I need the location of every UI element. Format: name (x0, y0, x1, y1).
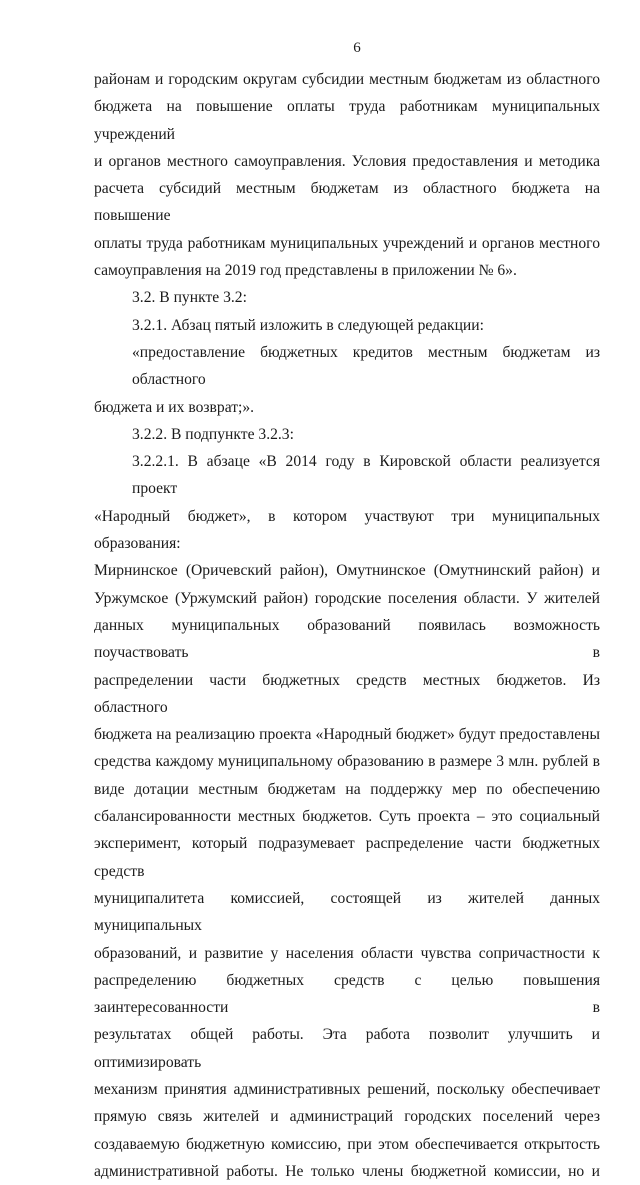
text-line: эксперимент, который подразумевает распределение части бюджетных средств (94, 835, 600, 880)
text-line: Уржумское (Уржумский район) городские поселения области. У жителей (94, 589, 600, 607)
paragraph-3-2-2: 3.2.2. В подпункте 3.2.3: (132, 425, 294, 443)
text-line: бюджета на повышение оплаты труда работникам муниципальных учреждений (94, 98, 600, 143)
text-line: муниципалитета комиссией, состоящей из жителей данных муниципальных (94, 889, 600, 935)
text-line: данных муниципальных образований появилась возможность поучаствовать в (94, 616, 600, 662)
text-line: административной работы. Не только члены бюджетной комиссии, но и (94, 1162, 600, 1180)
text-line: средства каждому муниципальному образованию в размере 3 млн. рублей в (94, 753, 600, 771)
text-line: бюджета и их возврат;». (94, 398, 255, 416)
text-line: самоуправления на 2019 год представлены в приложении № 6». (94, 262, 517, 280)
paragraph-subsidies (94, 66, 600, 284)
text-line: распределению бюджетных средств с целью повышения заинтересованности в (94, 971, 600, 1017)
text-line: районам и городским округам субсидии местным бюджетам из областного (94, 71, 600, 88)
text-line: расчета субсидий местным бюджетам из областного бюджета на повышение (94, 180, 600, 225)
text-line: образований, и развитие у населения области чувства сопричастности к (94, 944, 600, 962)
text-line: оплаты труда работникам муниципальных учреждений и органов местного (94, 234, 600, 252)
text-line: прямую связь жителей и администраций городских поселений через (94, 1108, 600, 1126)
text-line: Мирнинское (Оричевский район), Омутнинское (Омутнинский район) и (94, 562, 600, 580)
text-line: механизм принятия административных решений, поскольку обеспечивает (94, 1080, 600, 1098)
text-line: 3.2.2.1. В абзаце «В 2014 году в Кировской области реализуется проект (132, 453, 600, 498)
text-line: «предоставление бюджетных кредитов местным бюджетам из областного (132, 343, 600, 389)
paragraph-3-2: 3.2. В пункте 3.2: (132, 289, 247, 307)
paragraph-3-2-2-1 (94, 448, 600, 1185)
text-line: создаваемую бюджетную комиссию, при этом обеспечивается открытость (94, 1135, 600, 1153)
text-line: результатах общей работы. Эта работа позволит улучшить и оптимизировать (94, 1026, 600, 1071)
text-line: бюджета на реализацию проекта «Народный бюджет» будут предоставлены (94, 726, 600, 744)
text-line: и органов местного самоуправления. Условия предоставления и методика (94, 152, 600, 170)
paragraph-3-2-1: 3.2.1. Абзац пятый изложить в следующей редакции: (132, 316, 484, 334)
paragraph-quote-credits (94, 339, 600, 421)
page-number: 6 (353, 40, 361, 56)
text-line: сбалансированности местных бюджетов. Суть проекта – это социальный (94, 808, 600, 826)
text-line: виде дотации местным бюджетам на поддержку мер по обеспечению (94, 780, 600, 798)
text-line: распределении части бюджетных средств местных бюджетов. Из областного (94, 671, 600, 716)
text-line: «Народный бюджет», в котором участвуют три муниципальных образования: (94, 507, 600, 553)
